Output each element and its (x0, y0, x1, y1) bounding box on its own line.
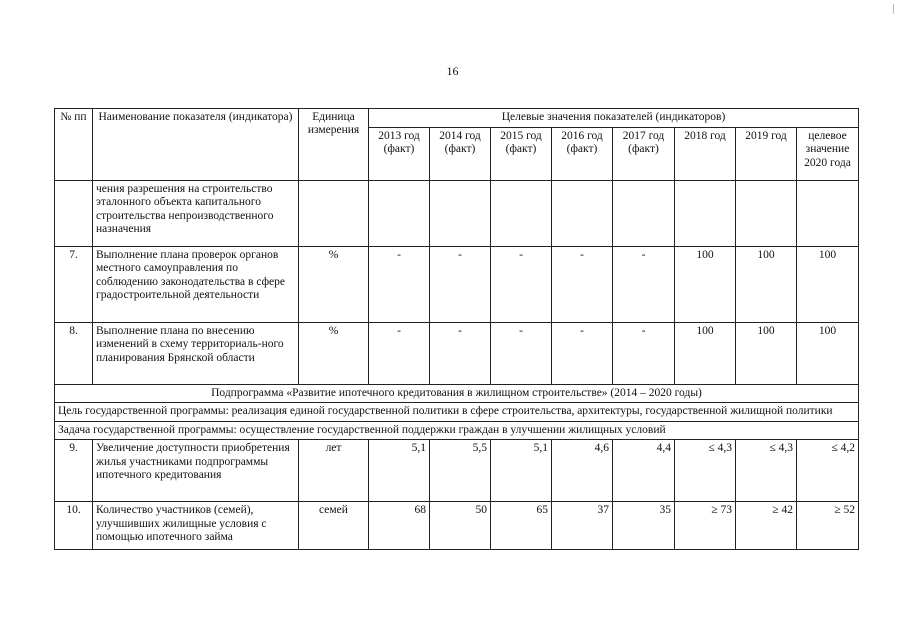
task-row (55, 421, 859, 439)
row-value (613, 181, 675, 247)
row-value: ≥ 73 (675, 502, 736, 550)
row-value (736, 181, 797, 247)
row-value: 65 (491, 502, 552, 550)
row-name: Выполнение плана по внесению изменений в схему территориаль-ного планирования Брянской области (93, 323, 299, 385)
row-value: 100 (675, 247, 736, 323)
row-value: 5,1 (369, 440, 430, 502)
subprogram-row (55, 385, 859, 403)
row-name: Выполнение плана проверок органов местного самоуправления по соблюдению законодательства в сфере градостроительной деятельности (93, 247, 299, 323)
row-unit: % (299, 323, 369, 385)
row-value: 100 (736, 323, 797, 385)
row-num: 7. (55, 247, 93, 323)
row-name: Количество участников (семей), улучшивших жилищные условия с помощью ипотечного займа (93, 502, 299, 550)
row-num: 10. (55, 502, 93, 550)
row-value (552, 181, 613, 247)
row-value: 68 (369, 502, 430, 550)
row-value: ≤ 4,2 (797, 440, 859, 502)
row-value: ≤ 4,3 (736, 440, 797, 502)
header-year: 2018 год (675, 128, 736, 181)
header-year: целевое значение 2020 года (797, 128, 859, 181)
header-year: 2017 год (факт) (613, 128, 675, 181)
row-value: 50 (430, 502, 491, 550)
row-value: - (491, 323, 552, 385)
row-value (675, 181, 736, 247)
row-value (430, 181, 491, 247)
table-row (55, 247, 859, 323)
table-row (55, 181, 859, 247)
row-unit (299, 181, 369, 247)
row-value: - (552, 247, 613, 323)
row-unit: лет (299, 440, 369, 502)
row-value (369, 181, 430, 247)
header-year: 2016 год (факт) (552, 128, 613, 181)
header-num: № пп (55, 109, 93, 181)
row-value: 35 (613, 502, 675, 550)
row-value (797, 181, 859, 247)
row-value: - (430, 323, 491, 385)
row-value (491, 181, 552, 247)
row-name: Увеличение доступности приобретения жилья участниками подпрограммы ипотечного кредитования (93, 440, 299, 502)
goal-text: Цель государственной программы: реализация единой государственной политики в сфере строительства, архитектуры, государственной жилищной политики (55, 403, 859, 421)
subprogram-title: Подпрограмма «Развитие ипотечного кредитования в жилищном строительстве» (2014 – 2020 годы) (55, 385, 859, 403)
row-value: 100 (797, 323, 859, 385)
header-year: 2015 год (факт) (491, 128, 552, 181)
header-year: 2014 год (факт) (430, 128, 491, 181)
row-value: ≤ 4,3 (675, 440, 736, 502)
table-row (55, 440, 859, 502)
row-value: - (552, 323, 613, 385)
row-value: - (613, 323, 675, 385)
row-num (55, 181, 93, 247)
row-unit: семей (299, 502, 369, 550)
header-name: Наименование показателя (индикатора) (93, 109, 299, 181)
task-text: Задача государственной программы: осуществление государственной поддержки граждан в улучшении жилищных условий (55, 421, 859, 439)
row-num: 9. (55, 440, 93, 502)
table-row (55, 502, 859, 550)
row-name: чения разрешения на строительство эталонного объекта капитального строительства непроизводственного назначения (93, 181, 299, 247)
header-year: 2013 год (факт) (369, 128, 430, 181)
goal-row (55, 403, 859, 421)
row-value: - (613, 247, 675, 323)
row-value: ≥ 42 (736, 502, 797, 550)
row-value: 100 (675, 323, 736, 385)
header-unit: Единица измерения (299, 109, 369, 181)
row-unit: % (299, 247, 369, 323)
row-value: 5,1 (491, 440, 552, 502)
row-value: 4,6 (552, 440, 613, 502)
table-row (55, 323, 859, 385)
row-value: - (491, 247, 552, 323)
row-value: 100 (736, 247, 797, 323)
page-number: 16 (446, 64, 459, 78)
row-value: - (369, 247, 430, 323)
row-value: ≥ 52 (797, 502, 859, 550)
row-value: 37 (552, 502, 613, 550)
row-value: 4,4 (613, 440, 675, 502)
scan-edge-mark (893, 4, 894, 14)
row-value: 5,5 (430, 440, 491, 502)
row-value: - (369, 323, 430, 385)
row-value: 100 (797, 247, 859, 323)
row-value: - (430, 247, 491, 323)
header-year: 2019 год (736, 128, 797, 181)
header-targets: Целевые значения показателей (индикаторов) (369, 109, 859, 128)
row-num: 8. (55, 323, 93, 385)
indicators-table (54, 108, 859, 550)
